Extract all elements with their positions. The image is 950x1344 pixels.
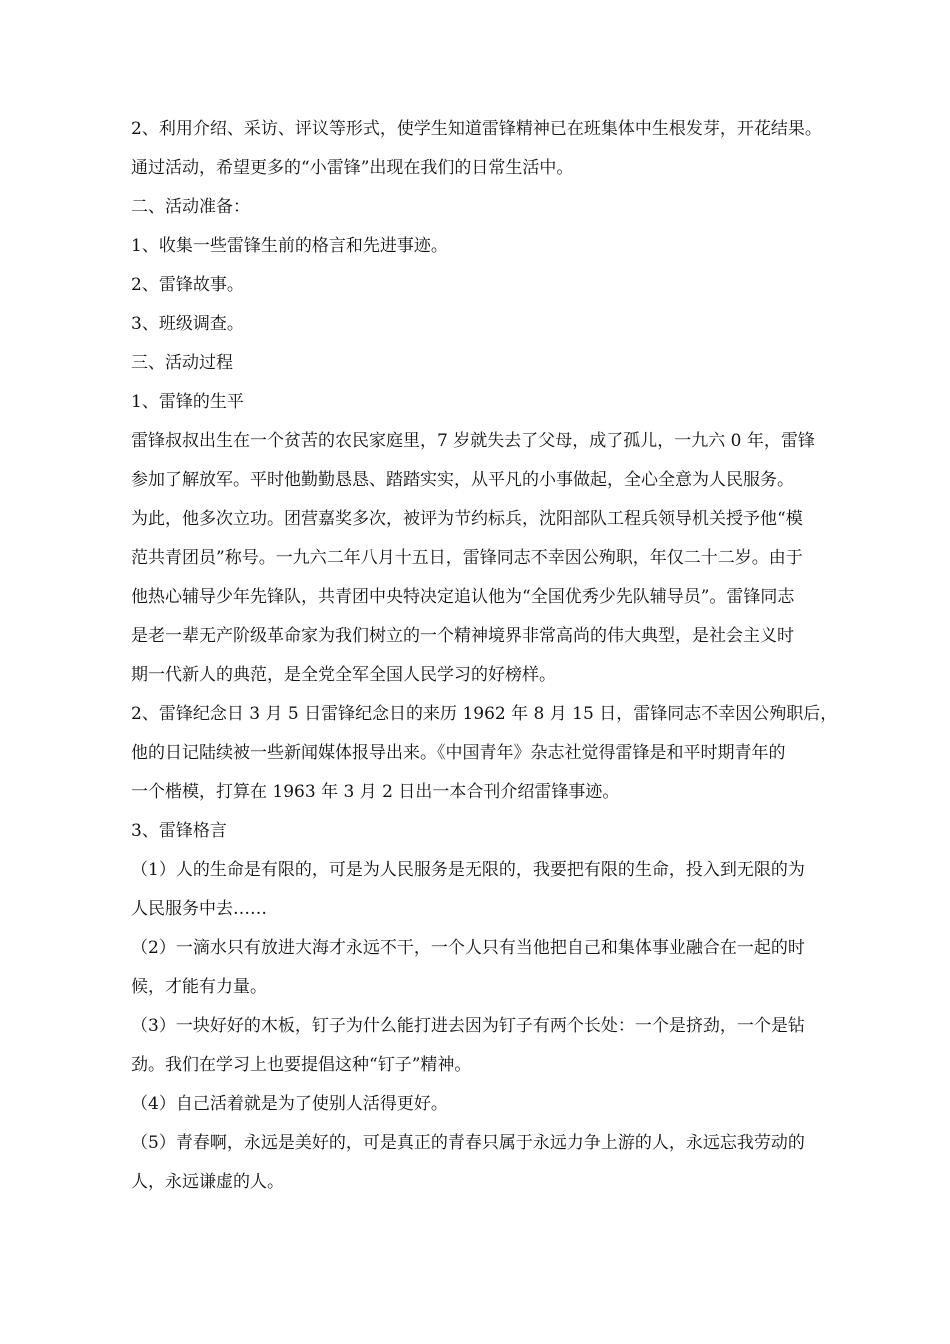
text-line: 2、雷锋纪念日 3 月 5 日雷锋纪念日的来历 1962 年 8 月 15 日，雷锋同志不幸因公殉职后， bbox=[131, 704, 838, 724]
quote-line: 人民服务中去…… bbox=[131, 899, 267, 919]
text-line: 2、雷锋故事。 bbox=[131, 275, 244, 295]
text-line: 他的日记陆续被一些新闻媒体报导出来。《中国青年》杂志社觉得雷锋是和平时期青年的 bbox=[131, 743, 786, 763]
text-line: 2、利用介绍、采访、评议等形式，使学生知道雷锋精神已在班集体中生根发芽，开花结果。 bbox=[131, 119, 822, 139]
text-line: 范共青团员”称号。一九六二年八月十五日，雷锋同志不幸因公殉职，年仅二十二岁。由于 bbox=[131, 548, 803, 568]
document-page bbox=[131, 110, 901, 1202]
quote-line: 人，永远谦虚的人。 bbox=[131, 1172, 284, 1192]
quote-line: （5）青春啊，永远是美好的，可是真正的青春只属于永远力争上游的人，永远忘我劳动的 bbox=[131, 1133, 805, 1153]
text-line: 参加了解放军。平时他勤勤恳恳、踏踏实实，从平凡的小事做起，全心全意为人民服务。 bbox=[131, 470, 794, 490]
quote-line: （2）一滴水只有放进大海才永远不干，一个人只有当他把自己和集体事业融合在一起的时 bbox=[131, 938, 805, 958]
quote-line: （1）人的生命是有限的，可是为人民服务是无限的，我要把有限的生命，投入到无限的为 bbox=[131, 860, 805, 880]
quote-line: 候，才能有力量。 bbox=[131, 977, 267, 997]
section-heading: 二、活动准备： bbox=[131, 197, 250, 217]
subsection-heading: 1、雷锋的生平 bbox=[131, 392, 244, 412]
text-line: 通过活动，希望更多的“小雷锋”出现在我们的日常生活中。 bbox=[131, 158, 574, 178]
text-line: 1、收集一些雷锋生前的格言和先进事迹。 bbox=[131, 236, 448, 256]
quote-line: 劲。我们在学习上也要提倡这种“钉子”精神。 bbox=[131, 1055, 472, 1075]
text-line: 期一代新人的典范，是全党全军全国人民学习的好榜样。 bbox=[131, 665, 556, 685]
text-line: 他热心辅导少年先锋队，共青团中央特决定追认他为“全国优秀少先队辅导员”。雷锋同志 bbox=[131, 587, 795, 607]
text-line: 雷锋叔叔出生在一个贫苦的农民家庭里，7 岁就失去了父母，成了孤儿，一九六 0 年，雷锋 bbox=[131, 431, 815, 451]
text-line: 是老一辈无产阶级革命家为我们树立的一个精神境界非常高尚的伟大典型，是社会主义时 bbox=[131, 626, 794, 646]
quote-line: （3）一块好好的木板，钉子为什么能打进去因为钉子有两个长处：一个是挤劲，一个是钻 bbox=[131, 1016, 805, 1036]
text-line: 一个楷模，打算在 1963 年 3 月 2 日出一本合刊介绍雷锋事迹。 bbox=[131, 782, 620, 802]
quote-line: （4）自己活着就是为了使别人活得更好。 bbox=[131, 1094, 448, 1114]
subsection-heading: 3、雷锋格言 bbox=[131, 821, 227, 841]
text-line: 3、班级调查。 bbox=[131, 314, 244, 334]
section-heading: 三、活动过程 bbox=[131, 353, 233, 373]
text-line: 为此，他多次立功。团营嘉奖多次，被评为节约标兵，沈阳部队工程兵领导机关授予他“模 bbox=[131, 509, 803, 529]
